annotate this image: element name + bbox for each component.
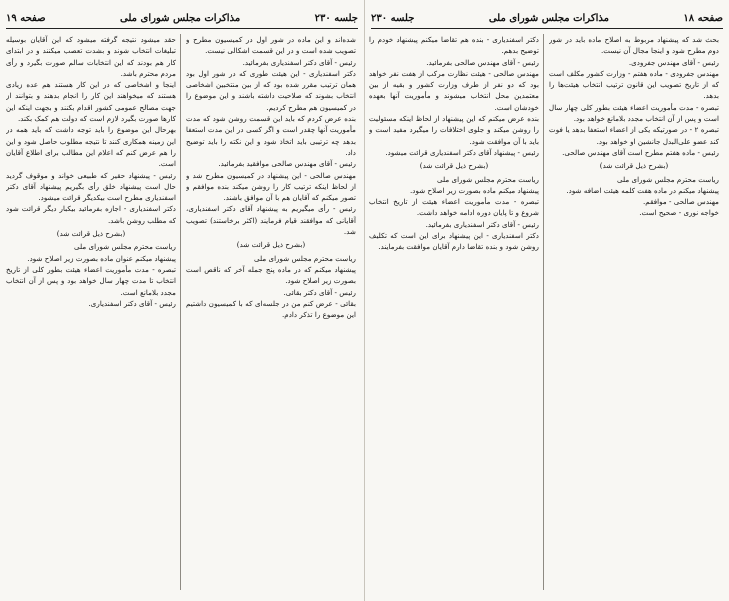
centered-note: (بشرح ذیل قرائت شد) xyxy=(419,161,489,171)
paragraph: رئیس - آقای دکتر بقائی. xyxy=(283,287,356,297)
paragraph: رئیس - پیشنهاد آقای دکتر اسفندیاری قرائت میشود. xyxy=(385,147,539,157)
paragraph: مهندس جفرودی - ماده هفتم - وزارت کشور مکلف است که از تاریخ تصویب این قانون ترتیب انتخاب هیئت‌ها را بدهد. xyxy=(549,68,719,101)
paragraph: رئیس - پیشنهاد حقیر که طبیعی خواند و موقوف گردید حال است پیشنهاد خلق رأی بگیریم پیشنهاد آقای دکتر اسفندیاری مطرح است بیکدیگر قرائت میشود. xyxy=(6,170,176,203)
left-page-number: صفحه ۱۹ xyxy=(6,12,46,24)
paragraph: مهندس صالحی - موافقم. xyxy=(643,197,719,207)
left-session-label: جلسه ۲۳۰ xyxy=(314,12,358,24)
paragraph: رئیس - رأی میگیریم به پیشنهاد آقای دکتر اسفندیاری، آقایانی که موافقند قیام فرمایند (اکثر برخاستند) تصویب شد. xyxy=(186,204,356,237)
paragraph: مهندس صالحی - هیئت نظارت مرکب از هفت نفر خواهد بود که دو نفر از طرف وزارت کشور و بقیه از بین معتمدین محل انتخاب میشوند و مأموریت آنها بعهده خودشان است. xyxy=(369,68,539,112)
paragraph: تبصره - مدت مأموریت اعضاء هیئت از تاریخ انتخاب شروع و تا پایان دوره ادامه خواهد داشت. xyxy=(369,197,539,218)
paragraph: رئیس - آقای مهندس صالحی موافقید بفرمائید. xyxy=(218,159,356,169)
paragraph: تبصره ۲ - در صورتیکه یکی از اعضاء استعفا بدهد یا فوت کند عضو علی‌البدل جانشین او خواهد بود. xyxy=(549,125,719,146)
paragraph: پیشنهاد میکنم ماده بصورت زیر اصلاح شود. xyxy=(410,185,539,195)
paragraph: دکتر اسفندیاری - اجازه بفرمائید بیکبار دیگر قرائت شود که مطلب روشن باشد. xyxy=(6,204,176,225)
paragraph: بحث شد که پیشنهاد مربوط به اصلاح ماده باید در شور دوم مطرح شود و اینجا مجال آن نیست. xyxy=(549,35,719,56)
paragraph: ریاست محترم مجلس شورای ملی xyxy=(73,242,176,252)
right-page-header xyxy=(371,8,723,29)
paragraph: رئیس - آقای مهندس صالحی بفرمائید. xyxy=(426,57,539,67)
centered-note: (بشرح ذیل قرائت شد) xyxy=(599,161,669,171)
paragraph: خواجه نوری - صحیح است. xyxy=(639,208,719,218)
paragraph: ریاست محترم مجلس شورای ملی xyxy=(436,174,539,184)
paragraph: دکتر اسفندیاری - این پیشنهاد برای این است که تکلیف روشن شود و بنده تقاضا دارم آقایان موافقت بفرمایند. xyxy=(369,231,539,252)
paragraph: رئیس - آقای دکتر اسفندیاری بفرمائید. xyxy=(242,57,356,67)
paragraph: حقد میشود نتیجه گرفته میشود که این آقایان بوسیله تبلیغات انتخاب شوند و بشدت تعصب میکنند و در ابتدای کار هم بودند که این انتخابات سالم صورت بگیرد و رأی مردم محترم باشد. xyxy=(6,35,176,78)
left-page-header xyxy=(6,8,358,29)
right-column-divider xyxy=(543,34,544,590)
paragraph: بهرحال این موضوع را باید توجه داشت که باید همه در این زمینه همکاری کنند تا نتیجه مطلوب حاصل شود و این را هم عرض کنم که اعلام این مطالب برای اطلاع آقایان است. xyxy=(6,125,176,169)
paragraph: پیشنهاد میکنم که در ماده پنج جمله آخر که ناقص است بصورت زیر اصلاح شود. xyxy=(186,264,356,286)
paragraph: رئیس - آقای دکتر اسفندیاری بفرمائید. xyxy=(425,219,539,229)
paragraph: پیشنهاد میکنم عنوان ماده بصورت زیر اصلاح شود. xyxy=(27,253,176,263)
paragraph: بنده عرض کردم که باید این قسمت روشن شود که مدت مأموریت آنها چقدر است و اگر کسی در این مدت استعفا بدهد چه ترتیبی باید اتخاذ شود و این نکته را باید توضیح داد. xyxy=(186,114,356,157)
paragraph: رئیس - آقای دکتر اسفندیاری. xyxy=(88,298,176,308)
right-column-b xyxy=(549,34,719,590)
paragraph: ریاست محترم مجلس شورای ملی xyxy=(616,174,719,184)
left-page xyxy=(0,0,364,601)
right-page xyxy=(365,0,729,601)
left-running-title: مذاکرات مجلس شورای ملی xyxy=(120,12,241,24)
paragraph: بقائی - عرض کنم من در جلسه‌ای که با کمیسیون داشتیم این موضوع را تذکر دادم. xyxy=(186,298,356,320)
paragraph: مهندس صالحی - این پیشنهاد در کمیسیون مطرح شد و از لحاظ اینکه ترتیب کار را روشن میکند بنده موافقم و تصور میکنم که آقایان هم با آن موافق باشند. xyxy=(186,170,356,203)
paragraph: دکتر اسفندیاری - بنده هم تقاضا میکنم پیشنهاد خودم را توضیح بدهم. xyxy=(369,35,539,56)
right-column-a xyxy=(369,34,539,590)
paragraph: شده‌اند و این ماده در شور اول در کمیسیون مطرح و تصویب شده است و در این قسمت اشکالی نیست. xyxy=(186,35,356,56)
paragraph: دکتر اسفندیاری - این هیئت طوری که در شور اول بود همان ترتیب مقرر شده بود که از بین منتخبین اشخاصی انتخاب بشوند که صلاحیت داشته باشند و این موضوع را در کمیسیون هم مطرح کردیم. xyxy=(186,68,356,112)
right-running-title: مذاکرات مجلس شورای ملی xyxy=(488,12,609,24)
paragraph: رئیس - آقای مهندس جفرودی. xyxy=(628,57,719,67)
paragraph: اینجا و اشخاصی که در این کار هستند هم عده زیادی هستند که میخواهند این کار را انجام بدهند و بتوانند از جهت مصالح عمومی کشور اقدام بکنند و بجهت اینکه این کارها صورت بگیرد لازم است که دولت هم کمک بکند. xyxy=(6,80,176,124)
left-column-b xyxy=(186,34,356,590)
left-column-divider xyxy=(180,34,181,590)
paragraph: تبصره - مدت مأموریت اعضاء هیئت بطور کلی چهار سال است و پس از آن انتخاب مجدد بلامانع خواهد بود. xyxy=(549,102,719,124)
right-page-number: صفحه ۱۸ xyxy=(683,12,723,24)
paragraph: بنده عرض میکنم که این پیشنهاد از لحاظ اینکه مسئولیت را روشن میکند و جلوی اختلافات را میگیرد مفید است و باید با آن موافقت شود. xyxy=(369,114,539,146)
paragraph: ریاست محترم مجلس شورای ملی xyxy=(253,253,356,263)
left-column-a xyxy=(6,34,176,590)
paragraph: تبصره - مدت مأموریت اعضاء هیئت بطور کلی از تاریخ انتخاب تا مدت چهار سال خواهد بود و پس از آن انتخاب مجدد بلامانع است. xyxy=(6,264,176,297)
paragraph: رئیس - ماده هفتم مطرح است آقای مهندس صالحی. xyxy=(562,147,719,157)
paragraph: پیشنهاد میکنم در ماده هفت کلمه هیئت اضافه شود. xyxy=(566,185,719,195)
centered-note: (بشرح ذیل قرائت شد) xyxy=(56,229,126,239)
centered-note: (بشرح ذیل قرائت شد) xyxy=(236,240,306,250)
right-session-label: جلسه ۲۳۰ xyxy=(371,12,415,24)
